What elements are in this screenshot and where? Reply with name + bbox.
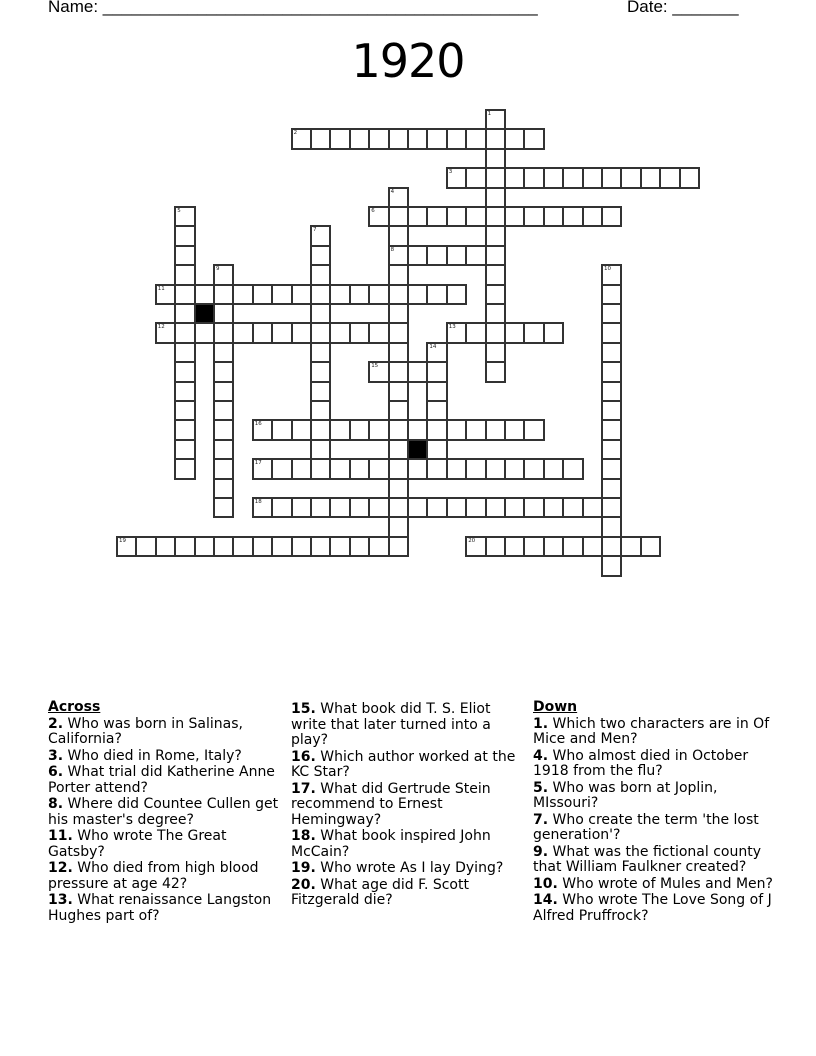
grid-cell[interactable] — [330, 129, 349, 148]
grid-cell[interactable] — [214, 323, 233, 342]
grid-cell[interactable] — [408, 459, 427, 478]
grid-cell[interactable] — [292, 537, 311, 556]
clue-number: 20 — [468, 537, 476, 544]
grid-cell[interactable] — [272, 459, 291, 478]
grid-cell[interactable] — [486, 149, 505, 168]
grid-cell[interactable] — [447, 323, 466, 342]
grid-cell[interactable] — [486, 420, 505, 439]
clue-across-19: 19. Who wrote As I lay Dying? — [291, 860, 504, 876]
grid-cell[interactable] — [175, 246, 194, 265]
grid-cell[interactable] — [214, 479, 233, 498]
grid-cell[interactable] — [544, 459, 563, 478]
grid-cell[interactable] — [369, 420, 388, 439]
clue-number: 4 — [390, 188, 395, 195]
grid-cell[interactable] — [447, 498, 466, 517]
grid-cell[interactable] — [330, 323, 349, 342]
grid-cell[interactable] — [389, 343, 408, 362]
grid-cell[interactable] — [486, 265, 505, 284]
grid-cell[interactable] — [389, 129, 408, 148]
grid-cell[interactable] — [544, 537, 563, 556]
grid-cell[interactable] — [175, 459, 194, 478]
grid-cell[interactable] — [486, 537, 505, 556]
clue-number: 2 — [293, 130, 298, 137]
name-field-label: Name: ______________________________________________ — [48, 0, 538, 16]
clue-number: 12 — [157, 324, 165, 331]
clue-across-17: 17. What did Gertrude Stein recommend to Ernest Hemingway? — [291, 780, 491, 828]
grid-cell[interactable] — [214, 401, 233, 420]
clues-across-column-2 — [291, 702, 523, 910]
grid-cell[interactable] — [602, 556, 621, 575]
grid-cell[interactable] — [350, 420, 369, 439]
grid-cell[interactable] — [466, 323, 485, 342]
grid-cell[interactable] — [563, 459, 582, 478]
grid-cell[interactable] — [486, 362, 505, 381]
grid-cell[interactable] — [466, 129, 485, 148]
clue-across-3: 3. Who died in Rome, Italy? — [48, 747, 242, 764]
grid-cell[interactable] — [214, 382, 233, 401]
grid-cell[interactable] — [583, 207, 602, 226]
grid-cell[interactable] — [486, 188, 505, 207]
grid-cell[interactable] — [292, 459, 311, 478]
grid-cell[interactable] — [447, 420, 466, 439]
grid-cell[interactable] — [350, 129, 369, 148]
grid-cell[interactable] — [486, 343, 505, 362]
grid-cell[interactable] — [524, 207, 543, 226]
grid-cell[interactable] — [389, 362, 408, 381]
grid-cell[interactable] — [505, 537, 524, 556]
grid-cell[interactable] — [524, 129, 543, 148]
grid-cell[interactable] — [524, 323, 543, 342]
grid-cell[interactable] — [253, 323, 272, 342]
grid-cell[interactable] — [330, 420, 349, 439]
grid-cell[interactable] — [311, 362, 330, 381]
clue-number: 14 — [429, 343, 437, 350]
grid-cell[interactable] — [641, 168, 660, 187]
clue-number: 6 — [371, 208, 375, 214]
clue-number: 5 — [177, 208, 181, 214]
clue-number: 16 — [254, 421, 262, 428]
grid-cell[interactable] — [175, 343, 194, 362]
grid-cell[interactable] — [272, 420, 291, 439]
grid-cell[interactable] — [602, 265, 621, 284]
grid-cell[interactable] — [175, 362, 194, 381]
grid-cell[interactable] — [447, 168, 466, 187]
grid-cell[interactable] — [350, 537, 369, 556]
grid-cell[interactable] — [408, 420, 427, 439]
grid-cell[interactable] — [253, 459, 272, 478]
clue-number: 9 — [216, 266, 220, 273]
grid-cell[interactable] — [602, 362, 621, 381]
grid-cell[interactable] — [641, 537, 660, 556]
grid-cell[interactable] — [505, 420, 524, 439]
grid-cell[interactable] — [156, 537, 175, 556]
grid-cell[interactable] — [427, 362, 446, 381]
grid-cell[interactable] — [292, 285, 311, 304]
clue-across-8: 8. Where did Countee Cullen get his master's degree? — [48, 796, 279, 828]
grid-cell[interactable] — [214, 343, 233, 362]
grid-cell[interactable] — [311, 304, 330, 323]
grid-cell[interactable] — [583, 168, 602, 187]
grid-cell[interactable] — [466, 246, 485, 265]
grid-cell[interactable] — [389, 479, 408, 498]
page-title: 1920 — [351, 34, 465, 88]
grid-cell[interactable] — [389, 285, 408, 304]
clue-number: 13 — [448, 324, 456, 331]
grid-cell[interactable] — [214, 440, 233, 459]
grid-cell[interactable] — [447, 129, 466, 148]
clue-number: 17 — [254, 460, 262, 467]
grid-cell[interactable] — [330, 459, 349, 478]
grid-cell[interactable] — [311, 343, 330, 362]
grid-cell[interactable] — [389, 246, 408, 265]
grid-cell[interactable] — [602, 285, 621, 304]
grid-cell[interactable] — [583, 537, 602, 556]
black-cell — [195, 304, 214, 323]
clue-down-5: 5. Who was born at Joplin, MIssouri? — [533, 779, 718, 811]
grid-cell[interactable] — [311, 537, 330, 556]
grid-cell[interactable] — [524, 537, 543, 556]
grid-cell[interactable] — [311, 459, 330, 478]
grid-cell[interactable] — [350, 323, 369, 342]
grid-cell[interactable] — [253, 420, 272, 439]
grid-cell[interactable] — [466, 168, 485, 187]
grid-cell[interactable] — [311, 401, 330, 420]
grid-cell[interactable] — [563, 537, 582, 556]
grid-cell[interactable] — [524, 498, 543, 517]
grid-cell[interactable] — [544, 323, 563, 342]
grid-cell[interactable] — [505, 129, 524, 148]
grid-cell[interactable] — [311, 440, 330, 459]
grid-cell[interactable] — [389, 323, 408, 342]
clue-number: 19 — [119, 537, 126, 544]
grid-cell[interactable] — [427, 343, 446, 362]
clue-across-18: 18. What book inspired John McCain? — [291, 828, 491, 860]
clue-number: 15 — [371, 363, 379, 370]
grid-cell[interactable] — [233, 285, 252, 304]
grid-cell[interactable] — [311, 246, 330, 265]
grid-cell[interactable] — [350, 498, 369, 517]
grid-cell[interactable] — [389, 401, 408, 420]
grid-cell[interactable] — [602, 440, 621, 459]
grid-cell[interactable] — [602, 479, 621, 498]
grid-cell[interactable] — [214, 265, 233, 284]
down-heading: Down — [533, 699, 578, 715]
grid-cell[interactable] — [602, 304, 621, 323]
grid-cell[interactable] — [486, 110, 505, 129]
clue-across-12: 12. Who died from high blood pressure at age 42? — [48, 860, 259, 892]
grid-cell[interactable] — [389, 440, 408, 459]
grid-cell[interactable] — [602, 537, 621, 556]
grid-cell[interactable] — [389, 188, 408, 207]
grid-cell[interactable] — [272, 537, 291, 556]
grid-cell[interactable] — [369, 207, 388, 226]
grid-cell[interactable] — [389, 459, 408, 478]
grid-cell[interactable] — [602, 343, 621, 362]
grid-cell[interactable] — [427, 285, 446, 304]
grid-cell[interactable] — [175, 226, 194, 245]
grid-cell[interactable] — [544, 168, 563, 187]
grid-cell[interactable] — [292, 420, 311, 439]
grid-cell[interactable] — [136, 537, 155, 556]
clue-across-13: 13. What renaissance Langston Hughes part of? — [48, 892, 272, 924]
grid-cell[interactable] — [369, 323, 388, 342]
grid-cell[interactable] — [214, 362, 233, 381]
grid-cell[interactable] — [486, 285, 505, 304]
grid-cell[interactable] — [369, 498, 388, 517]
grid-cell[interactable] — [602, 323, 621, 342]
grid-cell[interactable] — [505, 323, 524, 342]
grid-cell[interactable] — [253, 537, 272, 556]
grid-cell[interactable] — [660, 168, 679, 187]
grid-cell[interactable] — [369, 362, 388, 381]
grid-cell[interactable] — [544, 498, 563, 517]
grid-cell[interactable] — [233, 323, 252, 342]
grid-cell[interactable] — [486, 246, 505, 265]
grid-cell[interactable] — [175, 401, 194, 420]
grid-cell[interactable] — [427, 401, 446, 420]
grid-cell[interactable] — [544, 207, 563, 226]
grid-cell[interactable] — [389, 207, 408, 226]
clue-number: 18 — [254, 499, 262, 505]
grid-cell[interactable] — [369, 459, 388, 478]
grid-cell[interactable] — [505, 459, 524, 478]
clue-number: 8 — [390, 246, 395, 253]
grid-cell[interactable] — [350, 285, 369, 304]
grid-cell[interactable] — [486, 323, 505, 342]
grid-cell[interactable] — [175, 323, 194, 342]
grid-cell[interactable] — [175, 265, 194, 284]
grid-cell[interactable] — [486, 207, 505, 226]
grid-cell[interactable] — [330, 285, 349, 304]
grid-cell[interactable] — [486, 129, 505, 148]
grid-cell[interactable] — [447, 207, 466, 226]
grid-cell[interactable] — [524, 459, 543, 478]
grid-cell[interactable] — [311, 265, 330, 284]
grid-cell[interactable] — [602, 459, 621, 478]
clue-number: 7 — [313, 227, 317, 234]
grid-cell[interactable] — [311, 323, 330, 342]
grid-cell[interactable] — [311, 285, 330, 304]
grid-cell[interactable] — [505, 498, 524, 517]
clue-number: 10 — [604, 266, 611, 273]
grid-cell[interactable] — [602, 401, 621, 420]
clues-down-column — [533, 700, 773, 925]
grid-cell[interactable] — [253, 285, 272, 304]
clue-down-4: 4. Who almost died in October 1918 from the flu? — [533, 747, 749, 779]
grid-cell[interactable] — [427, 129, 446, 148]
grid-cell[interactable] — [156, 285, 175, 304]
grid-cell[interactable] — [175, 440, 194, 459]
grid-cell[interactable] — [175, 207, 194, 226]
grid-cell[interactable] — [447, 459, 466, 478]
grid-cell[interactable] — [292, 129, 311, 148]
grid-cell[interactable] — [466, 207, 485, 226]
date-field-label: Date: _______ — [627, 0, 739, 16]
grid-cell[interactable] — [311, 382, 330, 401]
black-cell — [408, 440, 427, 459]
grid-cell[interactable] — [272, 498, 291, 517]
grid-cell[interactable] — [486, 226, 505, 245]
grid-cell[interactable] — [524, 420, 543, 439]
grid-cell[interactable] — [389, 517, 408, 536]
grid-cell[interactable] — [214, 304, 233, 323]
clue-number: 3 — [448, 169, 453, 176]
grid-cell[interactable] — [602, 420, 621, 439]
grid-cell[interactable] — [292, 323, 311, 342]
grid-cell[interactable] — [621, 537, 640, 556]
grid-cell[interactable] — [408, 498, 427, 517]
clue-across-6: 6. What trial did Katherine Anne Porter attend? — [48, 764, 275, 796]
grid-cell[interactable] — [233, 537, 252, 556]
grid-cell[interactable] — [447, 246, 466, 265]
grid-cell[interactable] — [408, 207, 427, 226]
clue-down-7: 7. Who create the term 'the lost generation'? — [533, 811, 759, 843]
grid-cell[interactable] — [563, 498, 582, 517]
grid-cell[interactable] — [272, 323, 291, 342]
grid-cell[interactable] — [311, 420, 330, 439]
grid-cell[interactable] — [427, 440, 446, 459]
clue-across-11: 11. Who wrote The Great Gatsby? — [48, 828, 227, 860]
across-heading: Across — [48, 699, 101, 715]
grid-cell[interactable] — [214, 498, 233, 517]
grid-cell[interactable] — [602, 382, 621, 401]
grid-cell[interactable] — [253, 498, 272, 517]
grid-cell[interactable] — [602, 517, 621, 536]
grid-cell[interactable] — [408, 129, 427, 148]
grid-cell[interactable] — [583, 498, 602, 517]
clue-down-1: 1. Which two characters are in Of Mice and Men? — [533, 715, 770, 747]
grid-cell[interactable] — [389, 537, 408, 556]
clue-across-20: 20. What age did F. Scott Fitzgerald die? — [291, 876, 469, 908]
grid-cell[interactable] — [427, 420, 446, 439]
grid-cell[interactable] — [195, 537, 214, 556]
grid-cell[interactable] — [466, 420, 485, 439]
grid-cell[interactable] — [486, 498, 505, 517]
grid-cell[interactable] — [486, 304, 505, 323]
grid-cell[interactable] — [408, 285, 427, 304]
grid-cell[interactable] — [389, 382, 408, 401]
clue-down-10: 10. Who wrote of Mules and Men? — [533, 875, 773, 892]
grid-cell[interactable] — [427, 382, 446, 401]
grid-cell[interactable] — [602, 168, 621, 187]
grid-cell[interactable] — [427, 498, 446, 517]
clue-across-15: 15. What book did T. S. Eliot write that later turned into a play? — [291, 701, 491, 748]
grid-cell[interactable] — [466, 498, 485, 517]
grid-cell[interactable] — [408, 246, 427, 265]
grid-cell[interactable] — [175, 285, 194, 304]
grid-cell[interactable] — [214, 285, 233, 304]
grid-cell[interactable] — [427, 246, 446, 265]
grid-cell[interactable] — [117, 537, 136, 556]
grid-cell[interactable] — [311, 498, 330, 517]
grid-cell[interactable] — [292, 498, 311, 517]
grid-cell[interactable] — [563, 168, 582, 187]
grid-cell[interactable] — [602, 207, 621, 226]
grid-cell[interactable] — [680, 168, 699, 187]
clue-number: 1 — [487, 111, 492, 117]
clue-down-9: 9. What was the fictional county that William Faulkner created? — [533, 843, 761, 875]
clue-down-14: 14. Who wrote The Love Song of J Alfred Pruffrock? — [533, 892, 772, 924]
grid-cell[interactable] — [389, 265, 408, 284]
clue-number: 11 — [157, 285, 165, 292]
grid-cell[interactable] — [563, 207, 582, 226]
grid-cell[interactable] — [330, 498, 349, 517]
grid-cell[interactable] — [369, 285, 388, 304]
grid-cell[interactable] — [447, 285, 466, 304]
grid-cell[interactable] — [427, 459, 446, 478]
grid-cell[interactable] — [195, 285, 214, 304]
grid-cell[interactable] — [350, 459, 369, 478]
grid-cell[interactable] — [466, 459, 485, 478]
grid-cell[interactable] — [214, 459, 233, 478]
grid-cell[interactable] — [389, 498, 408, 517]
grid-cell[interactable] — [195, 323, 214, 342]
grid-cell[interactable] — [621, 168, 640, 187]
grid-cell[interactable] — [311, 226, 330, 245]
grid-cell[interactable] — [311, 129, 330, 148]
grid-cell[interactable] — [156, 323, 175, 342]
grid-cell[interactable] — [486, 168, 505, 187]
grid-cell[interactable] — [175, 420, 194, 439]
grid-cell[interactable] — [389, 304, 408, 323]
grid-cell[interactable] — [369, 537, 388, 556]
grid-cell[interactable] — [214, 537, 233, 556]
grid-cell[interactable] — [427, 207, 446, 226]
clues-across-column-1 — [48, 700, 280, 925]
clue-across-16: 16. Which author worked at the KC Star? — [291, 748, 516, 780]
grid-cell[interactable] — [486, 459, 505, 478]
grid-cell[interactable] — [505, 207, 524, 226]
grid-cell[interactable] — [330, 537, 349, 556]
clue-across-2: 2. Who was born in Salinas, California? — [48, 715, 243, 747]
grid-cell[interactable] — [408, 362, 427, 381]
grid-cell[interactable] — [466, 537, 485, 556]
grid-cell[interactable] — [175, 382, 194, 401]
grid-cell[interactable] — [214, 420, 233, 439]
grid-cell[interactable] — [524, 168, 543, 187]
grid-cell[interactable] — [602, 498, 621, 517]
grid-cell[interactable] — [389, 226, 408, 245]
grid-cell[interactable] — [369, 129, 388, 148]
grid-cell[interactable] — [175, 304, 194, 323]
grid-cell[interactable] — [505, 168, 524, 187]
grid-cell[interactable] — [272, 285, 291, 304]
grid-cell[interactable] — [389, 420, 408, 439]
grid-cell[interactable] — [175, 537, 194, 556]
